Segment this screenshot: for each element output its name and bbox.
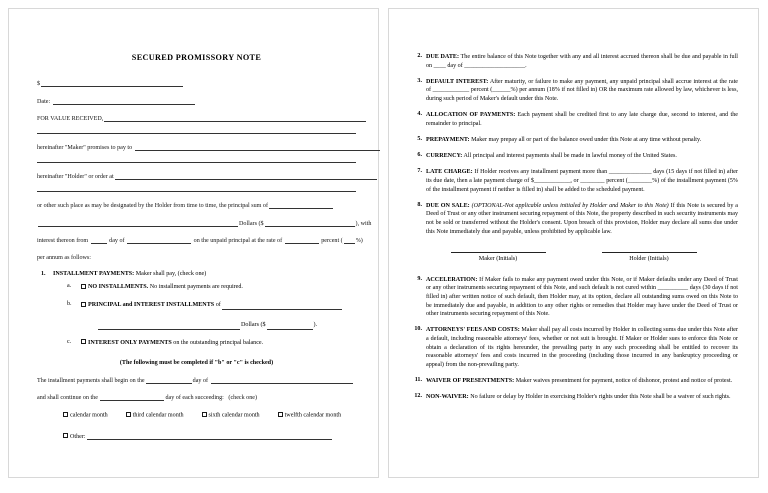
amount-field-row <box>37 80 356 87</box>
section-3-heading: DEFAULT INTEREST: <box>426 78 489 85</box>
maker-initials-caption: Maker (Initials) <box>478 255 518 262</box>
document-page-2 <box>388 8 759 478</box>
dollars-label: Dollars ($ <box>239 220 264 227</box>
option-b-heading: PRINCIPAL and INTEREST INSTALLMENTS <box>88 302 215 309</box>
option-b-dollars-tail: ). <box>313 321 318 328</box>
section-3-number: 3. <box>417 77 422 84</box>
continuation-rule-3[interactable] <box>37 191 356 192</box>
section-5-heading: PREPAYMENT: <box>426 136 470 143</box>
section-5-number: 5. <box>417 135 422 142</box>
other-place-label: or other such place as may be designated by the Holder from time to time, the principal sum of <box>37 202 268 209</box>
begin-date-label: The installment payments shall begin on the <box>37 377 145 384</box>
date-label: Date: <box>37 98 51 105</box>
dollars-tail: ), with <box>355 220 372 227</box>
maker-initials-line[interactable] <box>451 252 546 253</box>
section-2-number: 2. <box>417 53 422 59</box>
interest-dayof-label: day of <box>109 237 125 244</box>
section-1-number: 1. <box>41 271 46 278</box>
section-4-heading: ALLOCATION OF PAYMENTS: <box>426 112 516 119</box>
section-8-heading: DUE ON SALE: <box>426 202 470 209</box>
for-value-received-row <box>37 115 356 122</box>
section-7-number: 7. <box>417 168 422 175</box>
dollars-row <box>37 220 372 227</box>
option-b-amount-input-line[interactable] <box>222 303 342 310</box>
section-10-body: Maker shall pay all costs incurred by Holder in collecting sums due under this Note after a default, including reasonable attorneys' fees, whether or not suit is brought. If Maker or Holder sues to enforce this Note or obtain a declaration of its rights hereunder, the prevailing party in any such proceeding shall be entitled to recover its reasonable attorneys' fees and costs incurred in the proceeding (including those incurred in any bankruptcy proceeding or appeal) from the non-prevailing party. <box>426 327 738 369</box>
begin-day-input-line[interactable] <box>146 377 192 384</box>
checkbox-no-installments[interactable] <box>81 284 86 289</box>
frequency-option-twelfth-calendar-month[interactable] <box>278 412 342 419</box>
section-8-body: If this Note is secured by a Deed of Trust or any other instrument securing repayment of this Note, the property described in such security instruments may not be sold or transferred without the Holder's consent. Upon breach of this provision, Holder may declare all sums due under this Note immediately due and payable, unless prohibited by applicable law. <box>426 202 738 235</box>
begin-date-row <box>37 377 356 384</box>
section-4-body: Each payment shall be credited first to any late charge due, second to interest, and the remainder to principal. <box>426 112 738 127</box>
document-page-1 <box>8 8 379 478</box>
checkbox-other[interactable] <box>63 433 68 438</box>
section-9-number: 9. <box>417 275 422 282</box>
option-a-heading: NO INSTALLMENTS. <box>88 284 149 291</box>
section-6 <box>409 152 738 161</box>
section-10 <box>409 326 738 369</box>
section-12 <box>409 393 738 402</box>
page-title: SECURED PROMISSORY NOTE <box>131 53 262 62</box>
frequency-label-1: third calendar month <box>132 412 184 419</box>
option-c-text: on the outstanding principal balance. <box>173 339 264 346</box>
installment-option-b <box>37 301 356 330</box>
interest-percent-tail: %) <box>355 237 363 244</box>
interest-from-label: interest thereon from <box>37 237 89 244</box>
option-c-heading: INTEREST ONLY PAYMENTS <box>88 339 172 346</box>
section-6-heading: CURRENCY: <box>426 153 463 160</box>
frequency-option-third-calendar-month[interactable] <box>126 412 184 419</box>
section-11-number: 11. <box>414 377 422 384</box>
checkbox-principal-interest[interactable] <box>81 302 86 307</box>
continuation-rule-2[interactable] <box>37 162 356 163</box>
section-7 <box>409 168 738 194</box>
frequency-option-calendar-month[interactable] <box>63 412 108 419</box>
section-5 <box>409 136 738 145</box>
interest-rate-words-input-line[interactable] <box>285 237 319 244</box>
checkbox-third-calendar-month[interactable] <box>126 412 131 417</box>
interest-month-input-line[interactable] <box>127 237 191 244</box>
section-1-heading: INSTALLMENT PAYMENTS: <box>53 271 135 278</box>
section-7-body: If Holder receives any installment payment more than ______________ days (15 days if not filled in) after its due date, then a late payment charge of $____________, or ________ percent (________%) of the installment payment (5% of the installment payment if neither is filled in) shall be added to the scheduled payment. <box>426 169 738 193</box>
section-9-body: If Maker fails to make any payment owed under this Note, or if Maker defaults under any Deed of Trust or any other instruments securing repayment of this Note, and such default is not cured within __________ days (30 days if not filled in) after written notice of such default, then Holder may, at its option, declare all outstanding sums owed on this Note to be immediately due and payable, in addition to any other rights or remedies that Holder may have under the Deed of Trust or other instruments securing repayment of this Note. <box>426 276 738 318</box>
section-11 <box>409 377 738 386</box>
section-6-number: 6. <box>417 152 422 159</box>
interest-rate-label: on the unpaid principal at the rate of <box>193 237 283 244</box>
option-b-letter: b. <box>67 301 72 308</box>
maker-payee-input-line[interactable] <box>135 144 380 151</box>
option-b-amount-words-input-line[interactable] <box>98 323 240 330</box>
continuation-rule-1[interactable] <box>37 133 356 134</box>
option-b-text: of <box>215 302 221 309</box>
section-4 <box>409 111 738 128</box>
holder-initials-block[interactable] <box>602 252 697 262</box>
installment-option-a <box>37 283 356 292</box>
section-11-heading: WAIVER OF PRESENTMENTS: <box>426 378 515 385</box>
section-1 <box>37 271 356 277</box>
continue-day-input-line[interactable] <box>100 394 164 401</box>
other-label: Other: <box>70 433 86 440</box>
section-10-heading: ATTORNEYS' FEES AND COSTS: <box>426 327 520 334</box>
frequency-checkbox-row <box>37 412 356 419</box>
interest-rate-figure-input-line[interactable] <box>344 237 355 244</box>
frequency-label-2: sixth calendar month <box>208 412 260 419</box>
holder-order-row <box>37 173 356 180</box>
interest-percent-label: percent ( <box>321 237 343 244</box>
date-field-row <box>37 98 356 105</box>
interest-day-input-line[interactable] <box>91 237 107 244</box>
interest-thereon-row <box>37 237 363 244</box>
section-8-optional-note: (OPTIONAL-Not applicable unless initialed by Holder and Maker to this Note) <box>471 202 669 209</box>
maker-promises-label: hereinafter "Maker" promises to pay to <box>37 144 133 151</box>
section-5-body: Maker may prepay all or part of the balance owed under this Note at any time without penalty. <box>471 136 702 143</box>
section-6-body: All principal and interest payments shall be made in lawful money of the United States. <box>463 153 677 160</box>
section-2 <box>409 53 738 70</box>
installment-option-c <box>37 339 356 348</box>
checkbox-interest-only[interactable] <box>81 339 86 344</box>
checkbox-sixth-calendar-month[interactable] <box>202 412 207 417</box>
section-9 <box>409 276 738 319</box>
frequency-option-sixth-calendar-month[interactable] <box>202 412 260 419</box>
section-12-body: No failure or delay by Holder in exercising Holder's rights under this Note shall be a waiver of such rights. <box>470 394 731 401</box>
option-b-amount-figures-input-line[interactable] <box>267 323 313 330</box>
section-12-heading: NON-WAIVER: <box>426 394 469 401</box>
option-b-dollars-label: Dollars ($ <box>241 321 266 328</box>
frequency-label-0: calendar month <box>70 412 108 419</box>
section-11-body: Maker waives presentment for payment, notice of dishonor, protest and notice of protest. <box>515 378 733 385</box>
frequency-label-3: twelfth calendar month <box>284 412 342 419</box>
amount-input-line[interactable] <box>41 80 183 87</box>
continue-label: and shall continue on the <box>37 394 98 401</box>
for-value-received-input-line[interactable] <box>104 115 366 122</box>
principal-sum-input-line[interactable] <box>269 202 333 209</box>
section-3 <box>409 78 738 104</box>
maker-promises-row <box>37 144 356 151</box>
principal-words-input-line[interactable] <box>38 220 238 227</box>
frequency-option-other[interactable] <box>37 433 356 440</box>
section-10-number: 10. <box>414 326 422 333</box>
holder-address-input-line[interactable] <box>115 173 377 180</box>
continue-checkone-label: (check one) <box>228 394 258 401</box>
completion-note: (The following must be completed if "b" or "c" is checked) <box>119 359 274 366</box>
section-2-heading: DUE DATE: <box>426 54 460 60</box>
checkbox-calendar-month[interactable] <box>63 412 68 417</box>
begin-month-input-line[interactable] <box>211 377 353 384</box>
principal-figures-input-line[interactable] <box>265 220 355 227</box>
option-a-text: No installment payments are required. <box>149 284 243 291</box>
option-c-letter: c. <box>67 338 72 345</box>
checkbox-twelfth-calendar-month[interactable] <box>278 412 283 417</box>
section-8 <box>409 202 738 237</box>
per-annum-row: per annum as follows: <box>37 254 91 261</box>
section-3-body: After maturity, or failure to make any payment, any unpaid principal shall accrue interest at the rate of ____________ percent (______%) per annum (18% if not filled in) OR the maximum rate allowed by law, whichever is less, during such period of Maker's default under this Note. <box>426 78 738 103</box>
section-7-heading: LATE CHARGE: <box>426 169 473 176</box>
amount-label: $ <box>37 80 41 87</box>
for-value-received-label: FOR VALUE RECEIVED, <box>37 115 104 122</box>
date-input-line[interactable] <box>53 98 195 105</box>
section-4-number: 4. <box>417 111 422 118</box>
initials-row <box>409 252 738 262</box>
section-9-heading: ACCELERATION: <box>426 276 478 283</box>
maker-initials-block[interactable] <box>451 252 546 262</box>
option-a-letter: a. <box>67 283 72 290</box>
section-1-text: Maker shall pay, (check one) <box>135 271 207 278</box>
holder-initials-line[interactable] <box>602 252 697 253</box>
continue-dayof-label: day of each succeeding: <box>165 394 224 401</box>
holder-order-label: hereinafter "Holder" or order at <box>37 173 114 180</box>
section-8-number: 8. <box>417 201 422 208</box>
other-place-row <box>37 202 356 209</box>
other-input-line[interactable] <box>87 433 332 440</box>
begin-dayof-label: day of <box>192 377 209 384</box>
holder-initials-caption: Holder (Initials) <box>629 255 669 262</box>
section-12-number: 12. <box>414 393 422 400</box>
continue-date-row <box>37 394 356 401</box>
section-2-body: The entire balance of this Note together with any and all interest accrued thereon shall be due and payable in full on ____ day of ____________________. <box>426 54 738 69</box>
